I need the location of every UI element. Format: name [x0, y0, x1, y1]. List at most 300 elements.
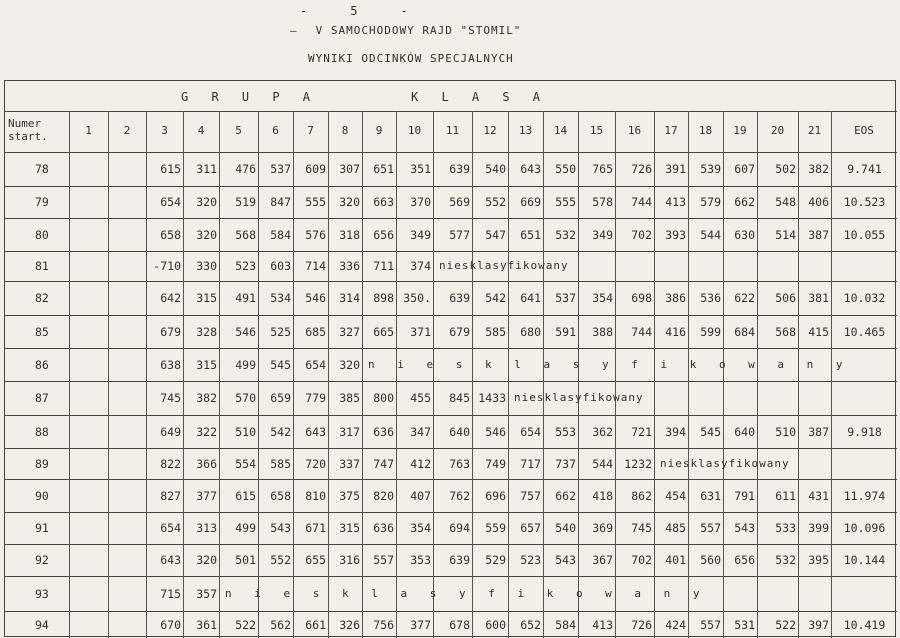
time-cell: 349 — [592, 228, 613, 242]
time-cell: 744 — [631, 325, 652, 339]
start-number-cell: 78 — [35, 162, 49, 176]
row-divider — [5, 544, 897, 545]
header-class-21: 21 — [807, 124, 822, 137]
time-cell: 506 — [775, 291, 796, 305]
header-class-2: 2 — [123, 124, 131, 137]
column-divider — [258, 111, 259, 638]
time-cell: 649 — [160, 425, 181, 439]
time-cell: 726 — [631, 162, 652, 176]
time-cell: 609 — [305, 162, 326, 176]
header-class-14: 14 — [553, 124, 568, 137]
time-cell: 757 — [520, 489, 541, 503]
header-start-number: Numer start. — [8, 117, 48, 143]
header-eos: EOS — [854, 124, 874, 137]
eos-total-cell: 10.096 — [843, 521, 886, 535]
time-cell: 662 — [734, 195, 755, 209]
time-cell: 543 — [270, 521, 291, 535]
header-class-13: 13 — [518, 124, 533, 137]
time-cell: 670 — [160, 618, 181, 632]
time-cell: 387 — [808, 228, 829, 242]
time-cell: 640 — [734, 425, 755, 439]
time-cell: 531 — [734, 618, 755, 632]
time-cell: 577 — [449, 228, 470, 242]
time-cell: 747 — [373, 457, 394, 471]
time-cell: 671 — [305, 521, 326, 535]
time-cell: 318 — [339, 228, 360, 242]
column-divider — [688, 111, 689, 638]
header-class-12: 12 — [483, 124, 497, 137]
header-class-1: 1 — [85, 124, 92, 137]
column-divider — [472, 111, 473, 638]
time-cell: 576 — [305, 228, 326, 242]
time-cell: 684 — [734, 325, 755, 339]
time-cell: 898 — [373, 291, 394, 305]
time-cell: 694 — [449, 521, 470, 535]
row-divider — [5, 186, 897, 187]
eos-total-cell: 10.465 — [843, 325, 886, 339]
time-cell: 591 — [555, 325, 576, 339]
row-divider — [5, 381, 897, 382]
time-cell: 397 — [808, 618, 829, 632]
time-cell: 711 — [373, 259, 394, 273]
time-cell: 652 — [520, 618, 541, 632]
eos-total-cell: 10.419 — [843, 618, 886, 632]
time-cell: 537 — [270, 162, 291, 176]
time-cell: 522 — [235, 618, 256, 632]
header-class-7: 7 — [307, 124, 314, 137]
row-divider — [5, 251, 897, 252]
time-cell: 615 — [160, 162, 181, 176]
group-class-band — [5, 81, 895, 111]
time-cell: 540 — [485, 162, 506, 176]
time-cell: 529 — [485, 553, 506, 567]
time-cell: 399 — [808, 521, 829, 535]
column-divider — [219, 111, 220, 638]
time-cell: 322 — [196, 425, 217, 439]
time-cell: 622 — [734, 291, 755, 305]
time-cell: 424 — [665, 618, 686, 632]
time-cell: 631 — [700, 489, 721, 503]
time-cell: 534 — [270, 291, 291, 305]
time-cell: 570 — [235, 391, 256, 405]
time-cell: 543 — [555, 553, 576, 567]
unclassified-note: n i e s k l a s y f i k o w a n y — [225, 587, 708, 600]
time-cell: 639 — [449, 291, 470, 305]
time-cell: 615 — [235, 489, 256, 503]
time-cell: 702 — [631, 228, 652, 242]
time-cell: 540 — [555, 521, 576, 535]
eos-total-cell: 10.144 — [843, 553, 886, 567]
row-divider — [5, 281, 897, 282]
time-cell: 357 — [196, 587, 217, 601]
time-cell: 351 — [410, 162, 431, 176]
time-cell: 502 — [775, 162, 796, 176]
time-cell: 326 — [339, 618, 360, 632]
time-cell: 542 — [270, 425, 291, 439]
eos-total-cell: 9.741 — [847, 162, 882, 176]
time-cell: 680 — [520, 325, 541, 339]
time-cell: 762 — [449, 489, 470, 503]
time-cell: 545 — [270, 358, 291, 372]
time-cell: 476 — [235, 162, 256, 176]
column-divider — [508, 111, 509, 638]
time-cell: 388 — [592, 325, 613, 339]
time-cell: 415 — [808, 325, 829, 339]
time-cell: 523 — [520, 553, 541, 567]
time-cell: 327 — [339, 325, 360, 339]
time-cell: 386 — [665, 291, 686, 305]
time-cell: 845 — [449, 391, 470, 405]
time-cell: 661 — [305, 618, 326, 632]
time-cell: 532 — [775, 553, 796, 567]
time-cell: 349 — [410, 228, 431, 242]
time-cell: 550 — [555, 162, 576, 176]
time-cell: 350. — [403, 291, 431, 305]
time-cell: 663 — [373, 195, 394, 209]
time-cell: 354 — [592, 291, 613, 305]
start-number-cell: 87 — [35, 391, 49, 405]
header-class-20: 20 — [770, 124, 785, 137]
time-cell: 320 — [339, 195, 360, 209]
row-divider — [5, 415, 897, 416]
column-divider — [396, 111, 397, 638]
column-divider — [293, 111, 294, 638]
column-divider — [654, 111, 655, 638]
time-cell: 501 — [235, 553, 256, 567]
eos-total-cell: 10.055 — [843, 228, 886, 242]
time-cell: 599 — [700, 325, 721, 339]
time-cell: 311 — [196, 162, 217, 176]
document-title-line — [290, 24, 590, 37]
time-cell: 347 — [410, 425, 431, 439]
row-divider — [5, 152, 897, 153]
time-cell: 532 — [555, 228, 576, 242]
time-cell: 726 — [631, 618, 652, 632]
time-cell: 307 — [339, 162, 360, 176]
row-divider — [5, 448, 897, 449]
time-cell: 654 — [520, 425, 541, 439]
time-cell: 721 — [631, 425, 652, 439]
time-cell: -710 — [153, 259, 181, 273]
header-class-8: 8 — [341, 124, 349, 137]
start-number-cell: 82 — [35, 291, 49, 305]
header-class-5: 5 — [235, 124, 242, 137]
time-cell: 696 — [485, 489, 506, 503]
time-cell: 630 — [734, 228, 755, 242]
time-cell: 715 — [160, 587, 181, 601]
header-class-16: 16 — [627, 124, 642, 137]
time-cell: 401 — [665, 553, 686, 567]
time-cell: 371 — [410, 325, 431, 339]
row-divider — [5, 479, 897, 480]
time-cell: 454 — [665, 489, 686, 503]
time-cell: 744 — [631, 195, 652, 209]
time-cell: 600 — [485, 618, 506, 632]
time-cell: 679 — [160, 325, 181, 339]
dash-right: - — [400, 4, 409, 18]
time-cell: 611 — [775, 489, 796, 503]
time-cell: 562 — [270, 618, 291, 632]
column-divider — [831, 111, 832, 638]
header-class-6: 6 — [272, 124, 279, 137]
time-cell: 717 — [520, 457, 541, 471]
dash-left: - — [300, 4, 309, 18]
time-cell: 382 — [196, 391, 217, 405]
row-divider — [5, 315, 897, 316]
column-divider — [146, 111, 147, 638]
time-cell: 374 — [410, 259, 431, 273]
time-cell: 555 — [305, 195, 326, 209]
time-cell: 643 — [160, 553, 181, 567]
time-cell: 539 — [700, 162, 721, 176]
column-divider — [433, 111, 434, 638]
start-number-cell: 89 — [35, 457, 49, 471]
time-cell: 642 — [160, 291, 181, 305]
unclassified-note: niesklasyfikowany — [514, 391, 644, 404]
row-divider — [5, 218, 897, 219]
time-cell: 315 — [339, 521, 360, 535]
unclassified-note: niesklasyfikowany — [660, 457, 790, 470]
row-divider — [5, 576, 897, 577]
time-cell: 585 — [270, 457, 291, 471]
time-cell: 654 — [160, 521, 181, 535]
document-subtitle: WYNIKI ODCINKÓW SPECJALNYCH — [308, 52, 514, 65]
title-dash: — — [290, 24, 298, 37]
time-cell: 377 — [410, 618, 431, 632]
time-cell: 658 — [270, 489, 291, 503]
time-cell: 749 — [485, 457, 506, 471]
document-title: V SAMOCHODOWY RAJD "STOMIL" — [315, 24, 522, 37]
time-cell: 316 — [339, 553, 360, 567]
time-cell: 862 — [631, 489, 652, 503]
time-cell: 394 — [665, 425, 686, 439]
time-cell: 543 — [734, 521, 755, 535]
time-cell: 406 — [808, 195, 829, 209]
time-cell: 546 — [235, 325, 256, 339]
time-cell: 579 — [700, 195, 721, 209]
start-number-cell: 79 — [35, 195, 49, 209]
column-divider — [69, 111, 70, 638]
time-cell: 737 — [555, 457, 576, 471]
column-divider — [723, 111, 724, 638]
time-cell: 557 — [700, 521, 721, 535]
time-cell: 555 — [555, 195, 576, 209]
time-cell: 336 — [339, 259, 360, 273]
time-cell: 559 — [485, 521, 506, 535]
time-cell: 367 — [592, 553, 613, 567]
time-cell: 656 — [373, 228, 394, 242]
time-cell: 362 — [592, 425, 613, 439]
time-cell: 568 — [775, 325, 796, 339]
class-label: K L A S A — [411, 90, 549, 104]
time-cell: 385 — [339, 391, 360, 405]
time-cell: 545 — [700, 425, 721, 439]
time-cell: 791 — [734, 489, 755, 503]
header-class-3: 3 — [161, 124, 168, 137]
time-cell: 638 — [160, 358, 181, 372]
time-cell: 654 — [160, 195, 181, 209]
eos-total-cell: 11.974 — [843, 489, 886, 503]
time-cell: 698 — [631, 291, 652, 305]
time-cell: 745 — [160, 391, 181, 405]
page-number-line — [300, 4, 440, 18]
time-cell: 387 — [808, 425, 829, 439]
time-cell: 679 — [449, 325, 470, 339]
time-cell: 641 — [520, 291, 541, 305]
time-cell: 651 — [373, 162, 394, 176]
column-divider — [578, 111, 579, 638]
column-divider — [543, 111, 544, 638]
header-class-17: 17 — [664, 124, 678, 137]
time-cell: 510 — [235, 425, 256, 439]
column-divider — [108, 111, 109, 638]
time-cell: 391 — [665, 162, 686, 176]
time-cell: 585 — [485, 325, 506, 339]
time-cell: 639 — [449, 162, 470, 176]
time-cell: 377 — [196, 489, 217, 503]
time-cell: 382 — [808, 162, 829, 176]
time-cell: 651 — [520, 228, 541, 242]
header-class-19: 19 — [733, 124, 747, 137]
time-cell: 375 — [339, 489, 360, 503]
time-cell: 552 — [270, 553, 291, 567]
time-cell: 314 — [339, 291, 360, 305]
time-cell: 317 — [339, 425, 360, 439]
start-number-cell: 92 — [35, 553, 49, 567]
time-cell: 407 — [410, 489, 431, 503]
time-cell: 412 — [410, 457, 431, 471]
time-cell: 320 — [339, 358, 360, 372]
time-cell: 584 — [555, 618, 576, 632]
page-number: 5 — [350, 4, 359, 18]
time-cell: 557 — [700, 618, 721, 632]
time-cell: 745 — [631, 521, 652, 535]
column-divider — [757, 111, 758, 638]
eos-total-cell: 10.523 — [843, 195, 886, 209]
header-class-15: 15 — [589, 124, 604, 137]
time-cell: 1232 — [624, 457, 652, 471]
column-divider — [328, 111, 329, 638]
time-cell: 361 — [196, 618, 217, 632]
time-cell: 491 — [235, 291, 256, 305]
time-cell: 810 — [305, 489, 326, 503]
time-cell: 413 — [665, 195, 686, 209]
time-cell: 315 — [196, 358, 217, 372]
time-cell: 643 — [305, 425, 326, 439]
time-cell: 685 — [305, 325, 326, 339]
time-cell: 499 — [235, 521, 256, 535]
time-cell: 418 — [592, 489, 613, 503]
time-cell: 569 — [449, 195, 470, 209]
time-cell: 827 — [160, 489, 181, 503]
time-cell: 514 — [775, 228, 796, 242]
column-divider — [183, 111, 184, 638]
time-cell: 369 — [592, 521, 613, 535]
time-cell: 328 — [196, 325, 217, 339]
time-cell: 485 — [665, 521, 686, 535]
time-cell: 354 — [410, 521, 431, 535]
start-number-cell: 85 — [35, 325, 49, 339]
time-cell: 669 — [520, 195, 541, 209]
time-cell: 510 — [775, 425, 796, 439]
time-cell: 337 — [339, 457, 360, 471]
time-cell: 607 — [734, 162, 755, 176]
time-cell: 313 — [196, 521, 217, 535]
column-divider — [615, 111, 616, 638]
time-cell: 702 — [631, 553, 652, 567]
time-cell: 557 — [373, 553, 394, 567]
start-number-cell: 86 — [35, 358, 49, 372]
time-cell: 552 — [485, 195, 506, 209]
time-cell: 800 — [373, 391, 394, 405]
time-cell: 1433 — [478, 391, 506, 405]
time-cell: 568 — [235, 228, 256, 242]
time-cell: 657 — [520, 521, 541, 535]
time-cell: 678 — [449, 618, 470, 632]
time-cell: 665 — [373, 325, 394, 339]
row-divider — [5, 111, 897, 112]
time-cell: 533 — [775, 521, 796, 535]
unclassified-note: n i e s k l a s y f i k o w a n y — [368, 358, 851, 371]
time-cell: 330 — [196, 259, 217, 273]
time-cell: 779 — [305, 391, 326, 405]
time-cell: 763 — [449, 457, 470, 471]
time-cell: 320 — [196, 228, 217, 242]
time-cell: 315 — [196, 291, 217, 305]
time-cell: 603 — [270, 259, 291, 273]
header-class-10: 10 — [407, 124, 422, 137]
time-cell: 542 — [485, 291, 506, 305]
time-cell: 720 — [305, 457, 326, 471]
time-cell: 413 — [592, 618, 613, 632]
time-cell: 547 — [485, 228, 506, 242]
time-cell: 544 — [700, 228, 721, 242]
time-cell: 522 — [775, 618, 796, 632]
time-cell: 578 — [592, 195, 613, 209]
time-cell: 822 — [160, 457, 181, 471]
time-cell: 847 — [270, 195, 291, 209]
time-cell: 654 — [305, 358, 326, 372]
time-cell: 416 — [665, 325, 686, 339]
time-cell: 544 — [592, 457, 613, 471]
start-number-cell: 91 — [35, 521, 49, 535]
time-cell: 431 — [808, 489, 829, 503]
time-cell: 546 — [485, 425, 506, 439]
time-cell: 536 — [700, 291, 721, 305]
time-cell: 499 — [235, 358, 256, 372]
start-number-cell: 90 — [35, 489, 49, 503]
column-divider — [362, 111, 363, 638]
header-class-11: 11 — [445, 124, 460, 137]
time-cell: 548 — [775, 195, 796, 209]
eos-total-cell: 10.032 — [843, 291, 886, 305]
group-label: G R U P A — [181, 90, 319, 104]
time-cell: 370 — [410, 195, 431, 209]
start-number-cell: 80 — [35, 228, 49, 242]
time-cell: 636 — [373, 425, 394, 439]
time-cell: 353 — [410, 553, 431, 567]
time-cell: 393 — [665, 228, 686, 242]
unclassified-note: niesklasyfikowany — [439, 259, 569, 272]
header-class-9: 9 — [375, 124, 383, 137]
time-cell: 662 — [555, 489, 576, 503]
time-cell: 656 — [734, 553, 755, 567]
time-cell: 659 — [270, 391, 291, 405]
row-divider — [5, 348, 897, 349]
time-cell: 714 — [305, 259, 326, 273]
time-cell: 546 — [305, 291, 326, 305]
time-cell: 636 — [373, 521, 394, 535]
